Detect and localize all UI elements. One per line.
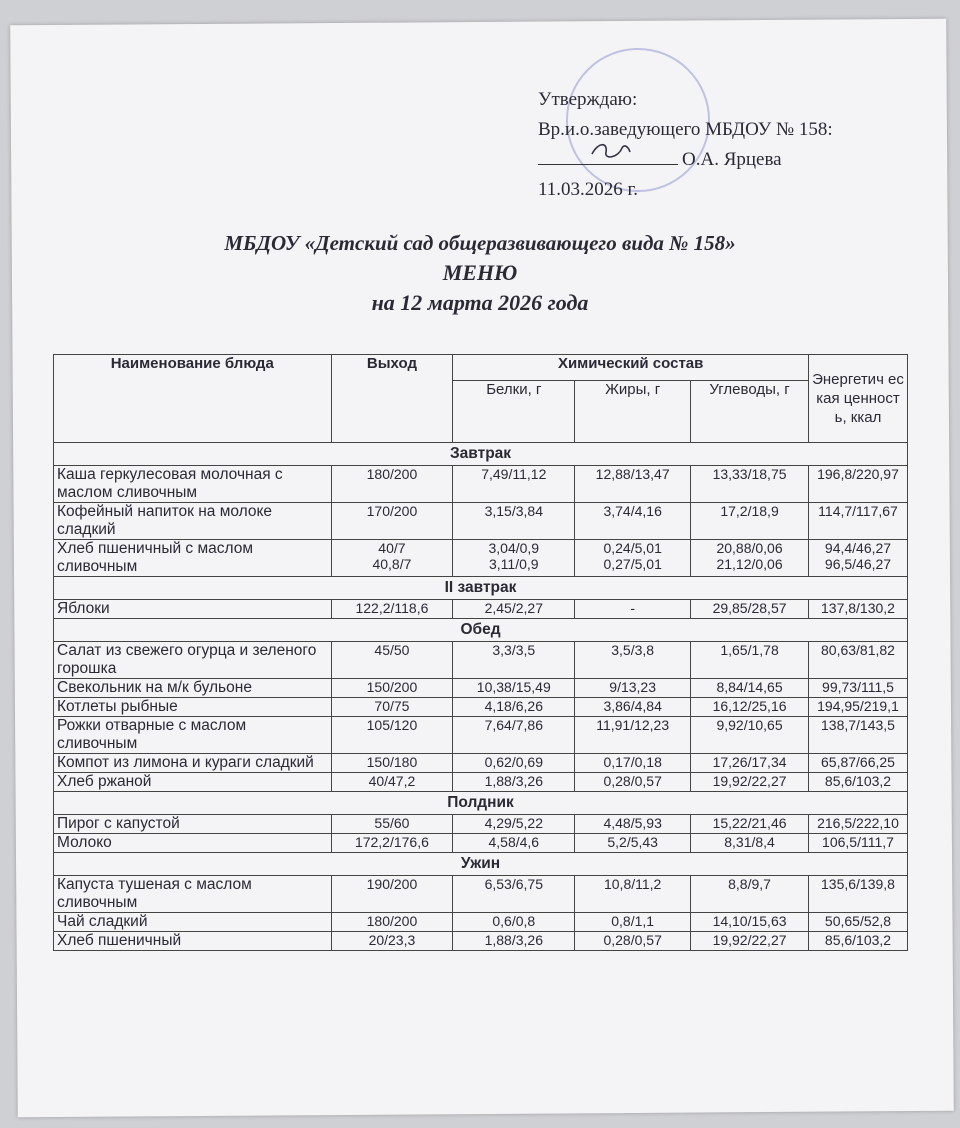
cell-fat: 0,24/5,01 0,27/5,01 — [575, 540, 691, 577]
cell-output: 172,2/176,6 — [331, 834, 453, 853]
approval-block — [538, 85, 833, 205]
cell-output: 70/75 — [331, 698, 453, 717]
cell-carb: 17,26/17,34 — [691, 754, 809, 773]
document-heading — [0, 228, 960, 318]
table-row — [54, 642, 908, 679]
cell-protein: 4,18/6,26 — [453, 698, 575, 717]
cell-fat: 5,2/5,43 — [575, 834, 691, 853]
cell-protein: 10,38/15,49 — [453, 679, 575, 698]
cell-output: 40/7 40,8/7 — [331, 540, 453, 577]
cell-carb: 16,12/25,16 — [691, 698, 809, 717]
cell-name: Чай сладкий — [54, 913, 332, 932]
cell-protein: 0,62/0,69 — [453, 754, 575, 773]
cell-output: 55/60 — [331, 815, 453, 834]
approval-signature-row — [538, 145, 833, 175]
cell-protein: 1,88/3,26 — [453, 932, 575, 951]
cell-fat: 3,74/4,16 — [575, 503, 691, 540]
section-title: Завтрак — [54, 443, 908, 466]
menu-title: МЕНЮ — [442, 260, 518, 285]
cell-carb: 17,2/18,9 — [691, 503, 809, 540]
table-row — [54, 717, 908, 754]
cell-fat: 4,48/5,93 — [575, 815, 691, 834]
table-row — [54, 932, 908, 951]
table-row — [54, 698, 908, 717]
cell-energy: 138,7/143,5 — [808, 717, 907, 754]
table-row — [54, 466, 908, 503]
cell-energy: 50,65/52,8 — [808, 913, 907, 932]
cell-protein: 3,3/3,5 — [453, 642, 575, 679]
header-fat: Жиры, г — [575, 381, 691, 443]
section-title: Обед — [54, 619, 908, 642]
section-title: Полдник — [54, 792, 908, 815]
cell-name: Пирог с капустой — [54, 815, 332, 834]
cell-protein: 6,53/6,75 — [453, 876, 575, 913]
cell-name: Хлеб пшеничный — [54, 932, 332, 951]
cell-name: Капуста тушеная с маслом сливочным — [54, 876, 332, 913]
cell-protein: 3,04/0,9 3,11/0,9 — [453, 540, 575, 577]
cell-protein: 3,15/3,84 — [453, 503, 575, 540]
cell-protein: 7,64/7,86 — [453, 717, 575, 754]
cell-carb: 15,22/21,46 — [691, 815, 809, 834]
cell-fat: - — [575, 600, 691, 619]
cell-carb: 13,33/18,75 — [691, 466, 809, 503]
cell-carb: 9,92/10,65 — [691, 717, 809, 754]
cell-output: 180/200 — [331, 913, 453, 932]
cell-fat: 0,17/0,18 — [575, 754, 691, 773]
cell-output: 20/23,3 — [331, 932, 453, 951]
cell-energy: 80,63/81,82 — [808, 642, 907, 679]
menu-table — [53, 354, 908, 951]
table-row — [54, 913, 908, 932]
cell-carb: 19,92/22,27 — [691, 773, 809, 792]
cell-carb: 29,85/28,57 — [691, 600, 809, 619]
cell-name: Кофейный напиток на молоке сладкий — [54, 503, 332, 540]
section-row — [54, 853, 908, 876]
section-row — [54, 792, 908, 815]
cell-fat: 3,86/4,84 — [575, 698, 691, 717]
cell-fat: 12,88/13,47 — [575, 466, 691, 503]
header-protein: Белки, г — [453, 381, 575, 443]
cell-fat: 0,28/0,57 — [575, 773, 691, 792]
cell-carb: 20,88/0,06 21,12/0,06 — [691, 540, 809, 577]
cell-fat: 0,28/0,57 — [575, 932, 691, 951]
cell-carb: 19,92/22,27 — [691, 932, 809, 951]
cell-name: Котлеты рыбные — [54, 698, 332, 717]
table-row — [54, 815, 908, 834]
cell-name: Каша геркулесовая молочная с маслом сливочным — [54, 466, 332, 503]
cell-protein: 4,29/5,22 — [453, 815, 575, 834]
table-row — [54, 773, 908, 792]
cell-output: 150/180 — [331, 754, 453, 773]
cell-energy: 114,7/117,67 — [808, 503, 907, 540]
cell-energy: 94,4/46,27 96,5/46,27 — [808, 540, 907, 577]
org-name: МБДОУ «Детский сад общеразвивающего вида № 158» — [224, 231, 736, 255]
approval-line1: Утверждаю: — [538, 89, 638, 110]
cell-name: Салат из свежего огурца и зеленого горошка — [54, 642, 332, 679]
cell-energy: 194,95/219,1 — [808, 698, 907, 717]
cell-fat: 11,91/12,23 — [575, 717, 691, 754]
cell-output: 180/200 — [331, 466, 453, 503]
section-title: II завтрак — [54, 577, 908, 600]
cell-output: 150/200 — [331, 679, 453, 698]
cell-output: 190/200 — [331, 876, 453, 913]
header-output: Выход — [331, 355, 453, 443]
table-row — [54, 876, 908, 913]
cell-protein: 0,6/0,8 — [453, 913, 575, 932]
cell-name: Компот из лимона и кураги сладкий — [54, 754, 332, 773]
cell-output: 170/200 — [331, 503, 453, 540]
cell-fat: 3,5/3,8 — [575, 642, 691, 679]
section-row — [54, 577, 908, 600]
section-title: Ужин — [54, 853, 908, 876]
header-carb: Углеводы, г — [691, 381, 809, 443]
cell-carb: 8,84/14,65 — [691, 679, 809, 698]
section-row — [54, 443, 908, 466]
cell-energy: 135,6/139,8 — [808, 876, 907, 913]
cell-energy: 137,8/130,2 — [808, 600, 907, 619]
cell-name: Яблоки — [54, 600, 332, 619]
cell-protein: 1,88/3,26 — [453, 773, 575, 792]
signature-line — [538, 146, 678, 165]
cell-energy: 106,5/111,7 — [808, 834, 907, 853]
cell-carb: 8,31/8,4 — [691, 834, 809, 853]
header-name: Наименование блюда — [54, 355, 332, 443]
cell-carb: 14,10/15,63 — [691, 913, 809, 932]
table-row — [54, 834, 908, 853]
table-row — [54, 503, 908, 540]
table-row — [54, 754, 908, 773]
cell-name: Молоко — [54, 834, 332, 853]
cell-name: Хлеб пшеничный с маслом сливочным — [54, 540, 332, 577]
cell-name: Хлеб ржаной — [54, 773, 332, 792]
cell-energy: 85,6/103,2 — [808, 773, 907, 792]
cell-fat: 0,8/1,1 — [575, 913, 691, 932]
cell-energy: 196,8/220,97 — [808, 466, 907, 503]
cell-output: 105/120 — [331, 717, 453, 754]
cell-fat: 10,8/11,2 — [575, 876, 691, 913]
cell-name: Свекольник на м/к бульоне — [54, 679, 332, 698]
cell-protein: 7,49/11,12 — [453, 466, 575, 503]
cell-protein: 2,45/2,27 — [453, 600, 575, 619]
approval-signer: О.А. Ярцева — [682, 149, 782, 170]
cell-output: 122,2/118,6 — [331, 600, 453, 619]
header-energy: Энергетич еская ценность, ккал — [808, 355, 907, 443]
table-row — [54, 540, 908, 577]
cell-name: Рожки отварные с маслом сливочным — [54, 717, 332, 754]
approval-date: 11.03.2026 г. — [538, 179, 638, 200]
menu-body — [54, 443, 908, 951]
cell-output: 40/47,2 — [331, 773, 453, 792]
cell-energy: 216,5/222,10 — [808, 815, 907, 834]
cell-fat: 9/13,23 — [575, 679, 691, 698]
table-row — [54, 600, 908, 619]
menu-date: на 12 марта 2026 года — [371, 290, 589, 315]
cell-output: 45/50 — [331, 642, 453, 679]
table-row — [54, 679, 908, 698]
approval-line2: Вр.и.о.заведующего МБДОУ № 158: — [538, 119, 833, 140]
cell-energy: 99,73/111,5 — [808, 679, 907, 698]
cell-protein: 4,58/4,6 — [453, 834, 575, 853]
cell-carb: 8,8/9,7 — [691, 876, 809, 913]
cell-energy: 65,87/66,25 — [808, 754, 907, 773]
section-row — [54, 619, 908, 642]
cell-carb: 1,65/1,78 — [691, 642, 809, 679]
signature-mark — [588, 140, 634, 162]
header-chem: Химический состав — [453, 355, 809, 381]
cell-energy: 85,6/103,2 — [808, 932, 907, 951]
